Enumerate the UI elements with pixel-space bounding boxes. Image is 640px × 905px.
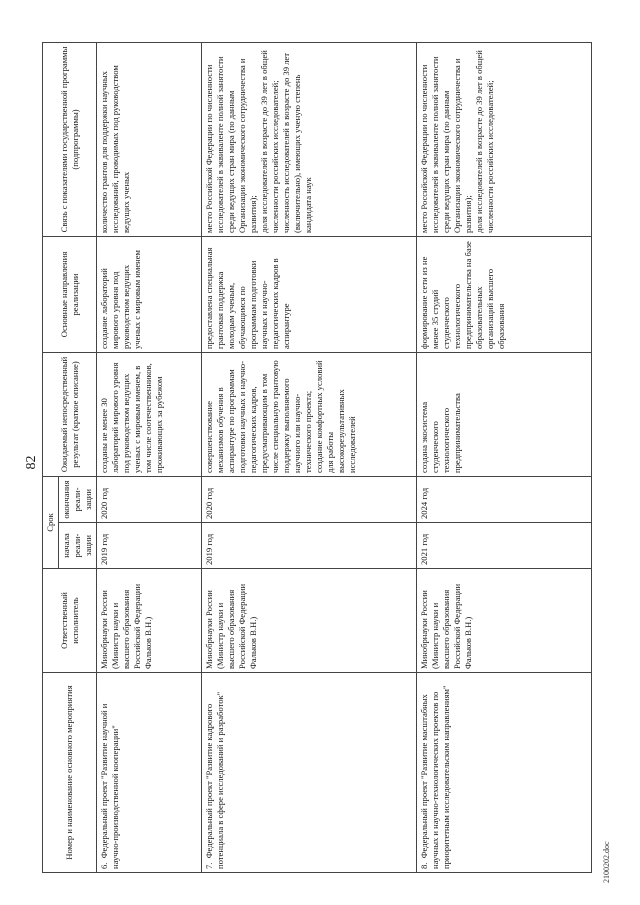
activity-name: Федеральный проект "Развитие кадрового потенциала в сфере исследований и разработок" — [204, 691, 225, 869]
responsible-cell: Минобрнауки России (Министр науки и высшего образования Российской Федерации Фальков В.Н.) — [202, 569, 417, 673]
result-cell: создана экосистема студенческого технологического предпринимательства — [417, 352, 592, 476]
indicators-cell: место Российской Федерации по численности исследователей в эквиваленте полной занятости среди ведущих стран мира (по данным Организации экономического сотрудничества и развития); доля исследователей в возрасте до 39 лет в общей численности российских исследователей; — [417, 42, 592, 236]
result-cell: созданы не менее 30 лабораторий мирового уровня под руководством ведущих ученых с мировым именем, в том числе соотечественников, проживающих за рубежом — [97, 352, 202, 476]
rotated-page — [20, 40, 620, 885]
result-cell: совершенствование механизмов обучения в аспирантуре по программам подготовки научных и научно-педагогических кадров, предусматривающим в том числе специальную грантовую поддержку выполняемого научного или научно-технического проекта; создание комфортных условий для работы высокорезультативных исследователей — [202, 352, 417, 476]
program-activities-table — [42, 42, 592, 873]
activity-cell: 7. Федеральный проект "Развитие кадрового потенциала в сфере исследований и разработок" — [202, 673, 417, 873]
start-cell: 2019 год — [97, 523, 202, 569]
document-code: 2100202.doc — [602, 841, 611, 883]
header-indicators-link: Связь с показателями государственной программы (подпрограммы) — [43, 42, 97, 236]
activity-name: Федеральный проект "Развитие масштабных научных и научно-технологических проектов по приоритетным исследовательским направлениям" — [419, 685, 451, 869]
table-row — [417, 42, 592, 872]
end-cell: 2020 год — [202, 476, 417, 522]
activity-name: Федеральный проект "Развитие научной и научно-производственной кооперации" — [99, 703, 120, 869]
responsible-cell: Минобрнауки России (Министр науки и высшего образования Российской Федерации Фальков В.Н.) — [97, 569, 202, 673]
indicators-cell: место Российской Федерации по численности исследователей в эквиваленте полной занятости среди ведущих стран мира (по данным Организации экономического сотрудничества и развития); доля исследователей в возрасте до 39 лет в общей численности российских исследователей; численность исследователей в возрасте до 39 лет (включительно), имеющих ученую степень кандидата наук — [202, 42, 417, 236]
header-responsible: Ответственный исполнитель — [43, 569, 97, 673]
page-number: 82 — [24, 455, 39, 470]
activity-cell: 8. Федеральный проект "Развитие масштабных научных и научно-технологических проектов по приоритетным исследовательским направлениям" — [417, 673, 592, 873]
end-cell: 2020 год — [97, 476, 202, 522]
table-row — [202, 42, 417, 872]
header-term: Срок — [43, 476, 59, 568]
header-activity: Номер и наименование основного мероприятия — [43, 673, 97, 873]
header-term-start: начала реали-зации — [59, 523, 97, 569]
header-term-end: окончания реали-зации — [59, 476, 97, 522]
responsible-cell: Минобрнауки России (Министр науки и высшего образования Российской Федерации Фальков В.Н.) — [417, 569, 592, 673]
header-result: Ожидаемый непосредственный результат (краткое описание) — [43, 352, 97, 476]
end-cell: 2024 год — [417, 476, 592, 522]
directions-cell: формирование сети из не менее 35 студий студенческого технологического предпринимательства на базе образовательных организаций высшего образования — [417, 236, 592, 352]
indicators-cell: количество грантов для поддержки научных исследований, проводимых под руководством ведущих ученых — [97, 42, 202, 236]
directions-cell: создание лабораторий мирового уровня под руководством ведущих ученых с мировым именем — [97, 236, 202, 352]
header-directions: Основные направления реализации — [43, 236, 97, 352]
activity-cell: 6. Федеральный проект "Развитие научной и научно-производственной кооперации" — [97, 673, 202, 873]
table-header-row — [43, 42, 59, 872]
table-row — [97, 42, 202, 872]
start-cell: 2019 год — [202, 523, 417, 569]
start-cell: 2021 год — [417, 523, 592, 569]
directions-cell: предоставлена специальная грантовая поддержка молодым ученым, обучающимся по программам подготовки научных и научно-педагогических кадров в аспирантуре — [202, 236, 417, 352]
